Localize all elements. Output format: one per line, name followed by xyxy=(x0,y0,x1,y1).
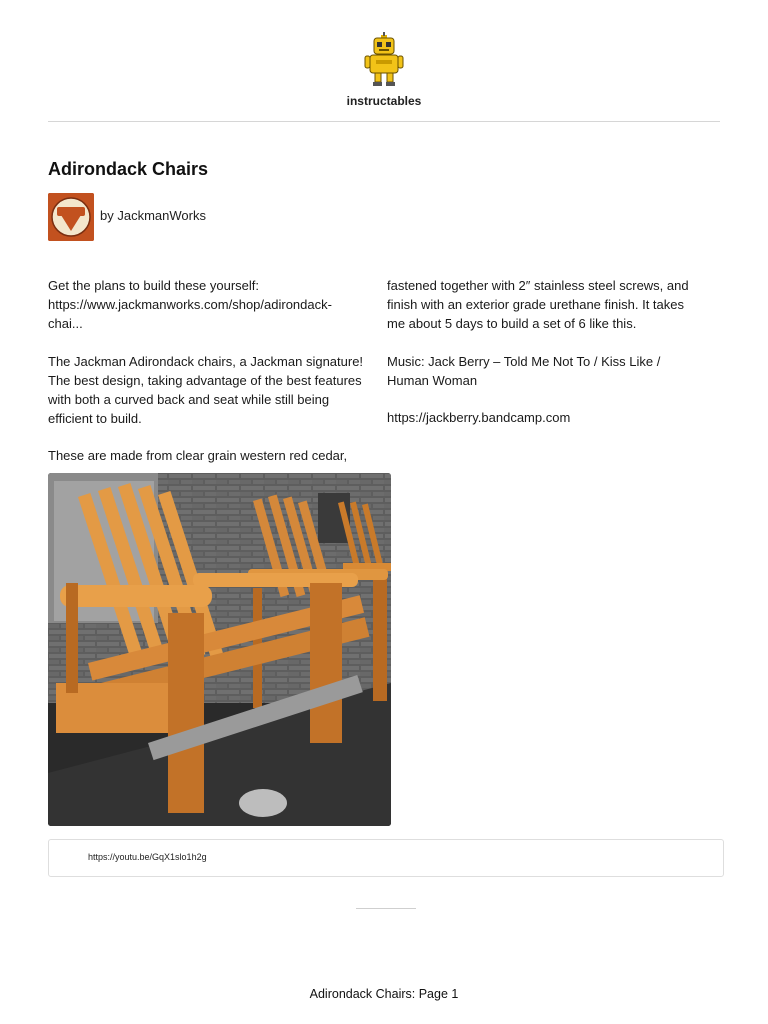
body-paragraph: fastened together with 2″ stainless steel screws, and finish with an exterior grade urethane finish. It takes me about 5 days to build a set of 6 like this. xyxy=(387,278,689,332)
body-column-right xyxy=(387,276,705,445)
author-name[interactable]: JackmanWorks xyxy=(117,208,206,223)
body-paragraph: Music: Jack Berry – Told Me Not To / Kiss Like / Human Woman xyxy=(387,353,661,388)
brand-name[interactable]: instructables xyxy=(346,94,422,108)
header-divider xyxy=(48,121,720,122)
page-footer: Adirondack Chairs: Page 1 xyxy=(309,987,459,1001)
author-byline[interactable] xyxy=(100,208,206,223)
page-title: Adirondack Chairs xyxy=(48,159,209,179)
author-avatar[interactable] xyxy=(48,193,94,241)
footer-divider xyxy=(356,908,416,909)
instructables-robot-logo-icon[interactable] xyxy=(362,32,406,88)
adirondack-chairs-photo[interactable] xyxy=(48,473,391,826)
body-link[interactable]: https://jackberry.bandcamp.com xyxy=(387,410,571,426)
author-prefix: by xyxy=(100,208,114,223)
body-paragraph: These are made from clear grain western red cedar, xyxy=(48,448,348,464)
body-column-left xyxy=(48,276,366,484)
jackmanworks-logo-icon xyxy=(48,193,94,241)
body-paragraph: Get the plans to build these yourself: https://www.jackmanworks.com/shop/adirondack-chai... xyxy=(48,278,332,332)
chairs-image xyxy=(48,473,391,826)
body-paragraph: The Jackman Adirondack chairs, a Jackman signature! The best design, taking advantage of the best features with both a curved back and seat while still being efficient to build. xyxy=(48,353,364,427)
video-embed-box[interactable] xyxy=(48,839,724,877)
video-link[interactable]: https://youtu.be/GqX1slo1h2g xyxy=(88,852,207,862)
